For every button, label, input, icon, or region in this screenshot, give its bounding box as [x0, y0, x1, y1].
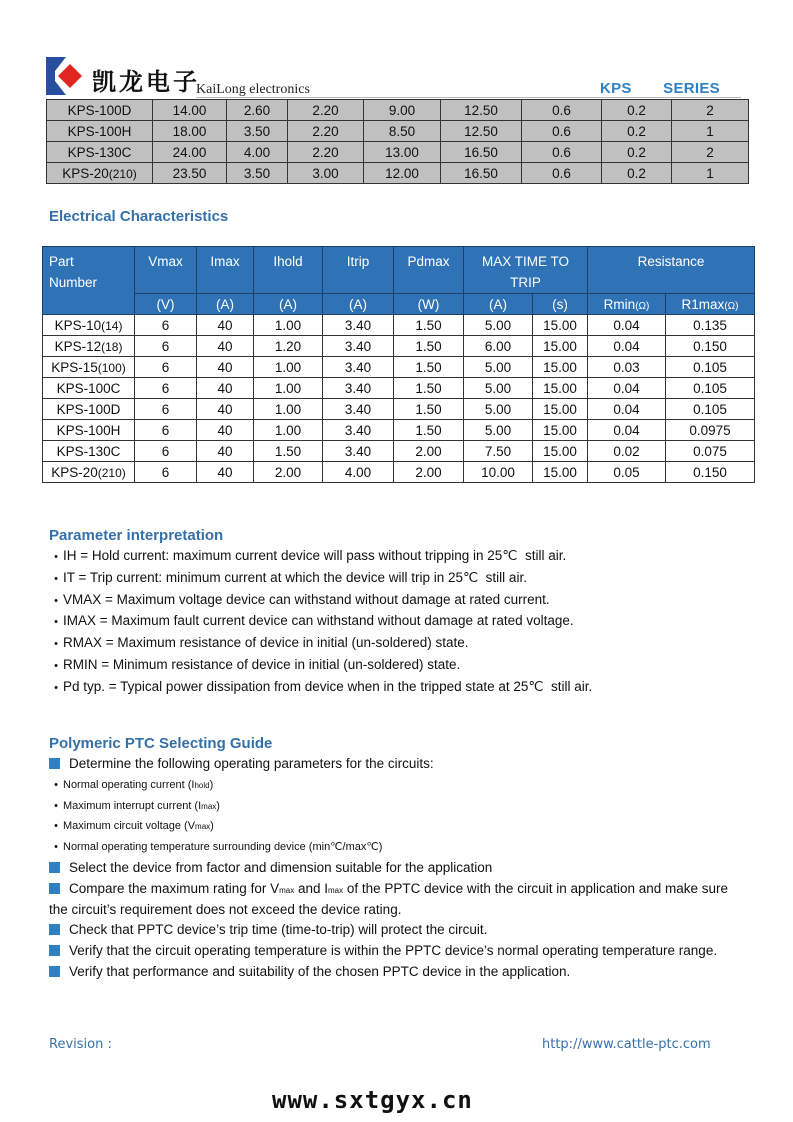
- cell: 12.50: [441, 121, 522, 142]
- cell: 0.150: [666, 462, 755, 483]
- bullet-icon: •: [54, 572, 58, 585]
- cell: 2.00: [394, 441, 464, 462]
- kailong-logo-icon: [46, 57, 84, 95]
- part-label: Part: [49, 254, 74, 269]
- blue-square-bullet-icon: [49, 758, 60, 769]
- cell: 0.105: [666, 357, 755, 378]
- cell: 0.04: [588, 378, 666, 399]
- col-vmax: Vmax: [135, 247, 197, 294]
- cell: 3.50: [227, 121, 288, 142]
- parameter-text: IH = Hold current: maximum current device will pass without tripping in 25℃ still air.: [63, 548, 567, 563]
- cell: 40: [197, 315, 254, 336]
- cell: 40: [197, 378, 254, 399]
- cell: 3.40: [323, 399, 394, 420]
- part-cell: KPS-130C: [47, 142, 153, 163]
- cell: 6: [135, 420, 197, 441]
- cell: 15.00: [533, 378, 588, 399]
- parameter-item: [49, 611, 592, 633]
- table-row: [43, 378, 755, 399]
- part-number: KPS-12: [54, 338, 102, 354]
- part-cell: [43, 378, 135, 399]
- cell: 3.40: [323, 378, 394, 399]
- cell: 24.00: [153, 142, 227, 163]
- parameter-text: Pd typ. = Typical power dissipation from device when in the tripped state at 25℃ still air.: [63, 678, 593, 694]
- units-row: [43, 294, 755, 315]
- guide-step: [49, 962, 759, 983]
- cell: 12.50: [441, 100, 522, 121]
- parameter-item: [49, 633, 592, 655]
- cell: 0.075: [666, 441, 755, 462]
- r1max-label: R1max: [681, 296, 725, 312]
- cell: 1: [672, 163, 749, 184]
- subscript: max: [201, 801, 217, 811]
- part-suffix: (14): [101, 318, 123, 333]
- unit-a: (A): [323, 294, 394, 315]
- cell: 12.00: [364, 163, 441, 184]
- section-title-parameters: Parameter interpretation: [49, 527, 224, 544]
- parameter-item: [49, 568, 592, 590]
- cell: 1.00: [254, 399, 323, 420]
- cell: 0.2: [602, 142, 672, 163]
- cell: 2.00: [254, 462, 323, 483]
- guide-sub-text: Maximum circuit voltage (V: [63, 820, 196, 833]
- electrical-table: [42, 246, 755, 483]
- subscript: max: [195, 822, 211, 832]
- cell: 0.2: [602, 100, 672, 121]
- cell: 40: [197, 336, 254, 357]
- cell: 3.50: [227, 163, 288, 184]
- cell: 9.00: [364, 100, 441, 121]
- header-divider: [196, 97, 741, 98]
- cell: 4.00: [227, 142, 288, 163]
- parameter-list: [49, 546, 592, 699]
- part-number: KPS-20: [62, 165, 109, 181]
- guide-step-text: Compare the maximum rating for V: [69, 880, 280, 896]
- blue-square-bullet-icon: [49, 966, 60, 977]
- cell: 15.00: [533, 357, 588, 378]
- table-row: [43, 315, 755, 336]
- part-suffix: (210): [108, 166, 137, 181]
- cell: 6: [135, 357, 197, 378]
- part-suffix: (100): [97, 360, 126, 375]
- cell: 0.6: [522, 142, 602, 163]
- blue-square-bullet-icon: [49, 862, 60, 873]
- guide-step-continuation: the circuit’s requirement does not exceed the device rating.: [49, 901, 402, 917]
- parameter-text: IMAX = Maximum fault current device can withstand without damage at rated voltage.: [63, 613, 574, 629]
- cell: 6: [135, 315, 197, 336]
- cell: 0.150: [666, 336, 755, 357]
- unit-a: (A): [197, 294, 254, 315]
- guide-step: [49, 920, 759, 941]
- cell: 40: [197, 462, 254, 483]
- cell: 7.50: [464, 441, 533, 462]
- cell: 2: [672, 100, 749, 121]
- brand-english-name: KaiLong electronics: [196, 82, 310, 97]
- website-link[interactable]: http://www.cattle-ptc.com: [542, 1037, 711, 1052]
- part-cell: [47, 163, 153, 184]
- cell: 40: [197, 420, 254, 441]
- cell: 6: [135, 441, 197, 462]
- guide-step-text: Determine the following operating parameters for the circuits:: [69, 756, 434, 771]
- cell: 6: [135, 336, 197, 357]
- bullet-icon: •: [54, 616, 58, 629]
- cell: 5.00: [464, 420, 533, 441]
- part-cell: [43, 420, 135, 441]
- cell: 1.50: [394, 420, 464, 441]
- cell: 6: [135, 378, 197, 399]
- bullet-icon: •: [54, 820, 58, 833]
- part-cell: [43, 399, 135, 420]
- max-time-label: MAX TIME TO: [481, 254, 570, 269]
- watermark-text: www.sxtgyx.cn: [272, 1086, 473, 1114]
- col-pdmax: Pdmax: [394, 247, 464, 294]
- cell: 2.20: [288, 142, 364, 163]
- cell: 2.20: [288, 100, 364, 121]
- cell: 0.2: [602, 163, 672, 184]
- table-row: [43, 462, 755, 483]
- cell: 3.40: [323, 420, 394, 441]
- header-row: [43, 247, 755, 294]
- cell: 15.00: [533, 336, 588, 357]
- guide-sub-text: Normal operating current (I: [63, 778, 195, 791]
- cell: 15.00: [533, 441, 588, 462]
- cell: 0.6: [522, 100, 602, 121]
- unit-a: (A): [464, 294, 533, 315]
- cell: 40: [197, 441, 254, 462]
- cell: 1.50: [394, 336, 464, 357]
- guide-step: [49, 858, 759, 879]
- cell: 10.00: [464, 462, 533, 483]
- part-suffix: (18): [101, 339, 123, 354]
- col-ihold: Ihold: [254, 247, 323, 294]
- ohm-unit: (Ω): [635, 300, 650, 312]
- table-row: [47, 100, 749, 121]
- cell: 1.00: [254, 315, 323, 336]
- guide-step-text: Select the device from factor and dimension suitable for the application: [69, 859, 493, 875]
- cell: 1.20: [254, 336, 323, 357]
- part-number: KPS-15: [51, 359, 98, 375]
- part-number: KPS-100D: [56, 401, 121, 417]
- cell: 3.40: [323, 357, 394, 378]
- cell: 1.50: [254, 441, 323, 462]
- cell: 40: [197, 399, 254, 420]
- cell: 0.04: [588, 315, 666, 336]
- cell: 2.60: [227, 100, 288, 121]
- guide-step: [49, 754, 759, 775]
- blue-square-bullet-icon: [49, 924, 60, 935]
- cell: 15.00: [533, 420, 588, 441]
- cell: 14.00: [153, 100, 227, 121]
- part-cell: [43, 441, 135, 462]
- cell: 1.00: [254, 357, 323, 378]
- bullet-icon: •: [54, 681, 58, 694]
- cell: 1.50: [394, 315, 464, 336]
- cell: 2.00: [394, 462, 464, 483]
- table-row: [43, 420, 755, 441]
- cell: 1.00: [254, 378, 323, 399]
- table-row: [43, 399, 755, 420]
- parameter-item: [49, 590, 592, 612]
- unit-r1max: [666, 294, 755, 315]
- cell: 1.50: [394, 357, 464, 378]
- number-label: Number: [49, 275, 98, 290]
- cell: 1: [672, 121, 749, 142]
- cell: 3.40: [323, 336, 394, 357]
- subscript: max: [279, 885, 295, 895]
- col-resistance: Resistance: [588, 247, 755, 294]
- cell: 15.00: [533, 462, 588, 483]
- bullet-icon: •: [54, 594, 58, 607]
- cell: 2.20: [288, 121, 364, 142]
- subscript: hold: [194, 780, 210, 790]
- subscript: max: [327, 885, 344, 895]
- unit-s: (s): [533, 294, 588, 315]
- unit-v: (V): [135, 294, 197, 315]
- table-row: [43, 441, 755, 462]
- bullet-icon: •: [54, 551, 58, 563]
- parameter-text: IT = Trip current: minimum current at which the device will trip in 25℃ still air.: [63, 569, 527, 585]
- blue-square-bullet-icon: [49, 883, 60, 894]
- guide-sub-list: [49, 775, 759, 858]
- cell: 13.00: [364, 142, 441, 163]
- cell: 15.00: [533, 399, 588, 420]
- cell: 0.0975: [666, 420, 755, 441]
- cell: 0.03: [588, 357, 666, 378]
- cell: 0.135: [666, 315, 755, 336]
- col-imax: Imax: [197, 247, 254, 294]
- unit-rmin: [588, 294, 666, 315]
- brand-chinese-name: 凯龙电子: [92, 67, 200, 96]
- series-title: KPS SERIES: [600, 80, 720, 97]
- cell: 23.50: [153, 163, 227, 184]
- parameter-item: [49, 655, 592, 677]
- part-number: KPS-100C: [56, 380, 121, 396]
- table-row: [43, 336, 755, 357]
- cell: 1.50: [394, 378, 464, 399]
- bullet-icon: •: [54, 799, 58, 812]
- cell: 0.04: [588, 399, 666, 420]
- cell: 0.04: [588, 420, 666, 441]
- unit-w: (W): [394, 294, 464, 315]
- cell: 40: [197, 357, 254, 378]
- guide-sub-item: [49, 816, 759, 837]
- trip-label: TRIP: [510, 275, 541, 290]
- section-title-guide: Polymeric PTC Selecting Guide: [49, 735, 273, 752]
- guide-step-text: Check that PPTC device’s trip time (time-to-trip) will protect the circuit.: [69, 922, 488, 938]
- part-cell: KPS-100H: [47, 121, 153, 142]
- unit-a: (A): [254, 294, 323, 315]
- bullet-icon: •: [54, 778, 58, 791]
- table-row: [43, 357, 755, 378]
- guide-sub-text: Normal operating temperature surrounding device (min℃/max℃): [63, 841, 383, 854]
- cell: 6: [135, 462, 197, 483]
- guide-sub-text: ): [210, 820, 214, 833]
- cell: 4.00: [323, 462, 394, 483]
- cell: 3.40: [323, 315, 394, 336]
- guide-sub-text: Maximum interrupt current (I: [63, 799, 202, 812]
- col-itrip: Itrip: [323, 247, 394, 294]
- parameter-item: [49, 546, 592, 568]
- section-title-electrical: Electrical Characteristics: [49, 208, 229, 225]
- bullet-icon: •: [54, 841, 58, 854]
- col-part-number: [43, 247, 135, 315]
- part-suffix: (210): [97, 465, 126, 480]
- cell: 5.00: [464, 357, 533, 378]
- cell: 6: [135, 399, 197, 420]
- guide-step-text: Verify that the circuit operating temperature is within the PPTC device’s normal operating temperature range.: [69, 943, 718, 959]
- guide-step: [49, 879, 759, 900]
- cell: 3.00: [288, 163, 364, 184]
- cell: 0.2: [602, 121, 672, 142]
- parameter-text: RMAX = Maximum resistance of device in initial (un-soldered) state.: [63, 635, 469, 651]
- cell: 0.6: [522, 121, 602, 142]
- cell: 0.6: [522, 163, 602, 184]
- guide-step-text: Verify that performance and suitability of the chosen PPTC device in the application.: [69, 963, 571, 979]
- bullet-icon: •: [54, 638, 58, 651]
- parameter-item: [49, 677, 592, 699]
- part-cell: [43, 315, 135, 336]
- cell: 0.105: [666, 399, 755, 420]
- cell: 0.04: [588, 336, 666, 357]
- table-row: [47, 121, 749, 142]
- part-cell: [43, 357, 135, 378]
- ohm-unit: (Ω): [724, 300, 739, 312]
- part-number: KPS-100H: [56, 422, 121, 438]
- part-number: KPS-130C: [56, 443, 121, 459]
- cell: 15.00: [533, 315, 588, 336]
- table-row: [47, 163, 749, 184]
- table-row: [47, 142, 749, 163]
- cell: 5.00: [464, 399, 533, 420]
- cell: 2: [672, 142, 749, 163]
- guide-sub-item: [49, 775, 759, 796]
- part-cell: KPS-100D: [47, 100, 153, 121]
- cell: 16.50: [441, 142, 522, 163]
- cell: 16.50: [441, 163, 522, 184]
- bullet-icon: •: [54, 659, 58, 672]
- cell: 0.02: [588, 441, 666, 462]
- cell: 18.00: [153, 121, 227, 142]
- guide-step: [49, 941, 759, 962]
- guide-step-text: and I: [294, 880, 328, 896]
- part-number: KPS-10: [54, 317, 102, 333]
- blue-square-bullet-icon: [49, 945, 60, 956]
- guide-sub-text: ): [209, 778, 214, 791]
- cell: 1.00: [254, 420, 323, 441]
- cell: 1.50: [394, 399, 464, 420]
- part-number: KPS-20: [51, 464, 98, 480]
- guide-sub-item: [49, 837, 759, 858]
- cell: 5.00: [464, 378, 533, 399]
- cell: 0.05: [588, 462, 666, 483]
- cell: 3.40: [323, 441, 394, 462]
- part-cell: [43, 336, 135, 357]
- col-max-time-to-trip: [464, 247, 588, 294]
- cell: 8.50: [364, 121, 441, 142]
- cell: 6.00: [464, 336, 533, 357]
- revision-label: Revision :: [49, 1037, 112, 1052]
- cell: 0.105: [666, 378, 755, 399]
- dimension-table: [46, 99, 749, 184]
- guide-sub-text: ): [216, 799, 220, 812]
- selecting-guide: [49, 754, 759, 983]
- rmin-label: Rmin: [603, 296, 636, 312]
- guide-step-text: of the PPTC device with the circuit in application and make sure: [343, 880, 729, 896]
- parameter-text: VMAX = Maximum voltage device can withstand without damage at rated current.: [63, 591, 550, 607]
- part-cell: [43, 462, 135, 483]
- parameter-text: RMIN = Minimum resistance of device in initial (un-soldered) state.: [63, 656, 461, 672]
- cell: 5.00: [464, 315, 533, 336]
- guide-sub-item: [49, 796, 759, 817]
